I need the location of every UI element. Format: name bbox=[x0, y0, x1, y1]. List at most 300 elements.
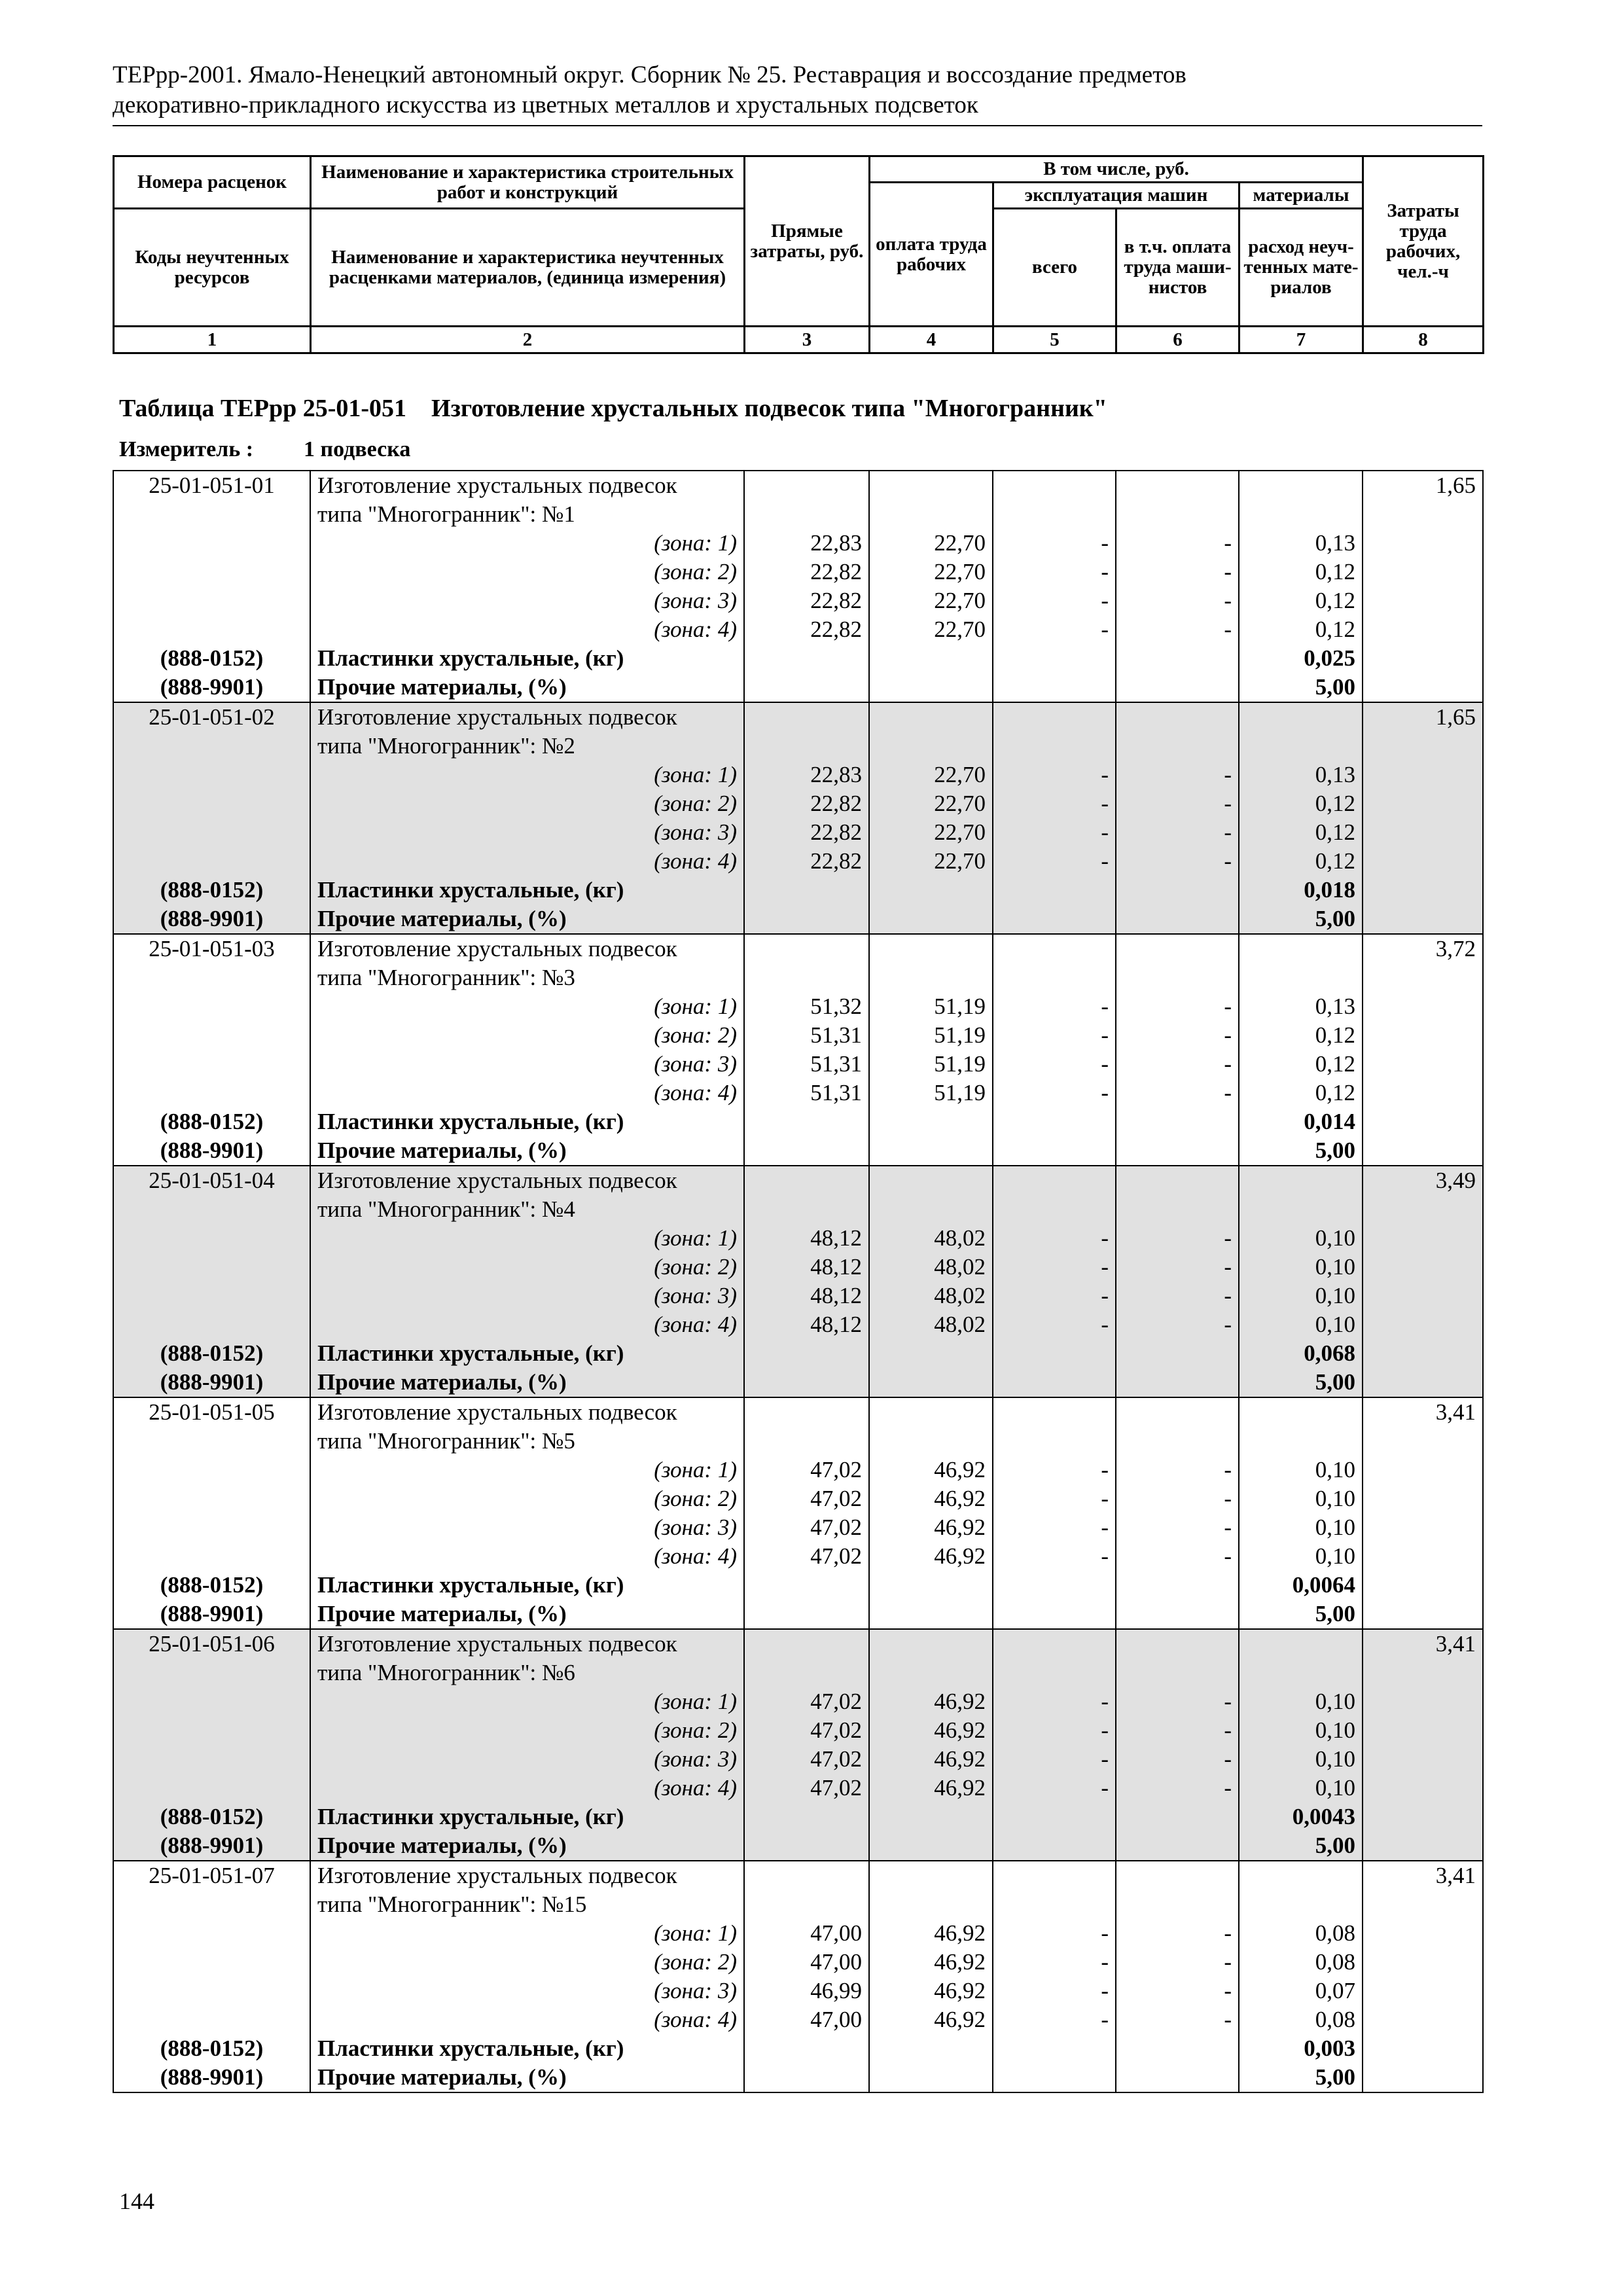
wage-cost: 48,02 bbox=[869, 1224, 993, 1253]
running-header bbox=[113, 60, 1480, 120]
empty-cell bbox=[1363, 847, 1483, 876]
rate-code: 25-01-051-03 bbox=[113, 934, 310, 963]
direct-cost: 47,00 bbox=[744, 1948, 869, 1977]
machines-cost: - bbox=[993, 615, 1116, 644]
empty-cell bbox=[1116, 1659, 1239, 1687]
machinist-wage: - bbox=[1116, 1745, 1239, 1774]
machines-cost: - bbox=[993, 1484, 1116, 1513]
zone-label: (зона: 1) bbox=[310, 529, 744, 558]
empty-cell bbox=[1363, 1803, 1483, 1831]
zone-label: (зона: 2) bbox=[310, 558, 744, 586]
wage-cost: 46,92 bbox=[869, 1687, 993, 1716]
table-row bbox=[113, 1107, 1483, 1136]
machinist-wage: - bbox=[1116, 992, 1239, 1021]
empty-cell bbox=[113, 1745, 310, 1774]
empty-cell bbox=[113, 500, 310, 529]
materials-cost: 0,10 bbox=[1239, 1456, 1363, 1484]
empty-cell bbox=[869, 1136, 993, 1166]
zone-label: (зона: 3) bbox=[310, 1050, 744, 1079]
empty-cell bbox=[1116, 1861, 1239, 1890]
empty-cell bbox=[1363, 1542, 1483, 1571]
materials-cost: 0,10 bbox=[1239, 1687, 1363, 1716]
col-number-3: 3 bbox=[745, 327, 870, 353]
empty-cell bbox=[993, 1831, 1116, 1861]
table-row bbox=[113, 1224, 1483, 1253]
col-number-7: 7 bbox=[1240, 327, 1363, 353]
resource-name: Прочие материалы, (%) bbox=[310, 905, 744, 934]
empty-cell bbox=[1363, 1107, 1483, 1136]
table-row bbox=[113, 1397, 1483, 1427]
table-row bbox=[113, 1977, 1483, 2005]
direct-cost: 48,12 bbox=[744, 1224, 869, 1253]
empty-cell bbox=[1363, 500, 1483, 529]
empty-cell bbox=[993, 1659, 1116, 1687]
empty-cell bbox=[993, 1107, 1116, 1136]
empty-cell bbox=[1363, 1600, 1483, 1629]
rate-name-line-2: типа "Многогранник": №15 bbox=[310, 1890, 744, 1919]
wage-cost: 46,92 bbox=[869, 1513, 993, 1542]
running-header-line-1: ТЕРрр-2001. Ямало-Ненецкий автономный округ. Сборник № 25. Реставрация и воссоздание предметов bbox=[113, 62, 1186, 88]
empty-cell bbox=[1239, 1195, 1363, 1224]
empty-cell bbox=[869, 500, 993, 529]
empty-cell bbox=[113, 992, 310, 1021]
empty-cell bbox=[1363, 992, 1483, 1021]
table-row bbox=[113, 1542, 1483, 1571]
empty-cell bbox=[869, 1571, 993, 1600]
col-number-8: 8 bbox=[1363, 327, 1484, 353]
column-header-table bbox=[113, 155, 1484, 354]
empty-cell bbox=[1116, 1600, 1239, 1629]
machines-cost: - bbox=[993, 1687, 1116, 1716]
col-number-2: 2 bbox=[311, 327, 745, 353]
table-row bbox=[113, 1861, 1483, 1890]
materials-cost: 0,13 bbox=[1239, 761, 1363, 789]
empty-cell bbox=[113, 1079, 310, 1107]
machines-cost: - bbox=[993, 1224, 1116, 1253]
table-row bbox=[113, 2034, 1483, 2063]
resource-amount: 0,003 bbox=[1239, 2034, 1363, 2063]
empty-cell bbox=[869, 1427, 993, 1456]
empty-cell bbox=[1116, 702, 1239, 732]
empty-cell bbox=[993, 471, 1116, 500]
empty-cell bbox=[744, 1339, 869, 1368]
rate-code: 25-01-051-06 bbox=[113, 1629, 310, 1659]
empty-cell bbox=[993, 1136, 1116, 1166]
empty-cell bbox=[113, 615, 310, 644]
materials-cost: 0,12 bbox=[1239, 789, 1363, 818]
table-row bbox=[113, 934, 1483, 963]
measure-label: Измеритель : bbox=[119, 437, 254, 461]
table-row bbox=[113, 761, 1483, 789]
empty-cell bbox=[1363, 586, 1483, 615]
empty-cell bbox=[869, 732, 993, 761]
materials-cost: 0,10 bbox=[1239, 1484, 1363, 1513]
machines-cost: - bbox=[993, 1021, 1116, 1050]
table-row bbox=[113, 500, 1483, 529]
table-row bbox=[113, 789, 1483, 818]
empty-cell bbox=[1239, 500, 1363, 529]
table-row bbox=[113, 1195, 1483, 1224]
machinist-wage: - bbox=[1116, 847, 1239, 876]
table-row bbox=[113, 673, 1483, 702]
wage-cost: 46,92 bbox=[869, 1542, 993, 1571]
wage-cost: 22,70 bbox=[869, 789, 993, 818]
empty-cell bbox=[993, 1629, 1116, 1659]
wage-cost: 22,70 bbox=[869, 529, 993, 558]
wage-cost: 51,19 bbox=[869, 992, 993, 1021]
machinist-wage: - bbox=[1116, 1456, 1239, 1484]
machines-cost: - bbox=[993, 1716, 1116, 1745]
table-row bbox=[113, 1687, 1483, 1716]
empty-cell bbox=[1363, 1977, 1483, 2005]
direct-cost: 51,31 bbox=[744, 1079, 869, 1107]
empty-cell bbox=[1363, 615, 1483, 644]
col2-bottom-header: Наименование и характеристика неучтенных расценками материалов, (единица измерения) bbox=[311, 209, 745, 327]
table-row bbox=[113, 1021, 1483, 1050]
direct-cost: 47,02 bbox=[744, 1745, 869, 1774]
empty-cell bbox=[1116, 1195, 1239, 1224]
zone-label: (зона: 1) bbox=[310, 761, 744, 789]
machines-cost: - bbox=[993, 1050, 1116, 1079]
empty-cell bbox=[869, 702, 993, 732]
empty-cell bbox=[744, 1368, 869, 1397]
measure-row bbox=[119, 437, 411, 462]
resource-code: (888-0152) bbox=[113, 644, 310, 673]
wage-cost: 51,19 bbox=[869, 1021, 993, 1050]
empty-cell bbox=[1363, 529, 1483, 558]
empty-cell bbox=[869, 1368, 993, 1397]
resource-name: Прочие материалы, (%) bbox=[310, 1600, 744, 1629]
labor-cost: 3,41 bbox=[1363, 1861, 1483, 1890]
empty-cell bbox=[1116, 1427, 1239, 1456]
resource-amount: 0,018 bbox=[1239, 876, 1363, 905]
machinist-wage: - bbox=[1116, 1948, 1239, 1977]
machines-cost: - bbox=[993, 1542, 1116, 1571]
machines-cost: - bbox=[993, 1745, 1116, 1774]
empty-cell bbox=[113, 1310, 310, 1339]
empty-cell bbox=[1239, 1166, 1363, 1195]
measure-unit: 1 подвеска bbox=[304, 437, 411, 461]
resource-amount: 0,0064 bbox=[1239, 1571, 1363, 1600]
materials-cost: 0,08 bbox=[1239, 1948, 1363, 1977]
col-number-5: 5 bbox=[993, 327, 1116, 353]
labor-cost: 3,72 bbox=[1363, 934, 1483, 963]
empty-cell bbox=[744, 702, 869, 732]
empty-cell bbox=[1363, 963, 1483, 992]
empty-cell bbox=[113, 1659, 310, 1687]
empty-cell bbox=[993, 1571, 1116, 1600]
rates-body bbox=[113, 471, 1483, 2092]
empty-cell bbox=[1116, 471, 1239, 500]
table-row bbox=[113, 905, 1483, 934]
empty-cell bbox=[869, 2034, 993, 2063]
zone-label: (зона: 1) bbox=[310, 992, 744, 1021]
rate-name-line-1: Изготовление хрустальных подвесок bbox=[310, 1861, 744, 1890]
resource-code: (888-9901) bbox=[113, 1368, 310, 1397]
resource-code: (888-0152) bbox=[113, 2034, 310, 2063]
wage-cost: 48,02 bbox=[869, 1282, 993, 1310]
empty-cell bbox=[744, 905, 869, 934]
empty-cell bbox=[869, 1339, 993, 1368]
table-row bbox=[113, 1659, 1483, 1687]
direct-cost: 22,82 bbox=[744, 847, 869, 876]
empty-cell bbox=[869, 1890, 993, 1919]
machines-cost: - bbox=[993, 992, 1116, 1021]
resource-name: Прочие материалы, (%) bbox=[310, 1136, 744, 1166]
rate-name-line-2: типа "Многогранник": №3 bbox=[310, 963, 744, 992]
resource-amount: 5,00 bbox=[1239, 1368, 1363, 1397]
empty-cell bbox=[744, 673, 869, 702]
direct-cost: 51,31 bbox=[744, 1050, 869, 1079]
materials-cost: 0,10 bbox=[1239, 1745, 1363, 1774]
empty-cell bbox=[113, 1050, 310, 1079]
empty-cell bbox=[869, 1629, 993, 1659]
empty-cell bbox=[744, 1831, 869, 1861]
table-row bbox=[113, 586, 1483, 615]
rate-code: 25-01-051-01 bbox=[113, 471, 310, 500]
empty-cell bbox=[1116, 905, 1239, 934]
rate-code: 25-01-051-05 bbox=[113, 1397, 310, 1427]
empty-cell bbox=[1363, 1890, 1483, 1919]
empty-cell bbox=[869, 1397, 993, 1427]
direct-cost: 48,12 bbox=[744, 1282, 869, 1310]
empty-cell bbox=[113, 1513, 310, 1542]
empty-cell bbox=[1116, 644, 1239, 673]
empty-cell bbox=[113, 1427, 310, 1456]
machines-cost: - bbox=[993, 761, 1116, 789]
machinist-wage: - bbox=[1116, 1919, 1239, 1948]
empty-cell bbox=[1363, 1195, 1483, 1224]
table-title: Таблица ТЕРрр 25-01-051 Изготовление хрустальных подвесок типа "Многогранник" bbox=[119, 395, 1107, 422]
materials-cost: 0,10 bbox=[1239, 1542, 1363, 1571]
empty-cell bbox=[1116, 500, 1239, 529]
labor-cost: 3,41 bbox=[1363, 1397, 1483, 1427]
machines-cost: - bbox=[993, 558, 1116, 586]
materials-cost: 0,13 bbox=[1239, 992, 1363, 1021]
empty-cell bbox=[1363, 818, 1483, 847]
rate-name-line-2: типа "Многогранник": №2 bbox=[310, 732, 744, 761]
empty-cell bbox=[1363, 2034, 1483, 2063]
col2-top-header: Наименование и характеристика строительных работ и конструкций bbox=[311, 156, 745, 209]
empty-cell bbox=[1239, 934, 1363, 963]
empty-cell bbox=[113, 761, 310, 789]
table-row bbox=[113, 1050, 1483, 1079]
empty-cell bbox=[744, 1107, 869, 1136]
resource-name: Прочие материалы, (%) bbox=[310, 1831, 744, 1861]
col-number-4: 4 bbox=[870, 327, 993, 353]
direct-cost: 22,82 bbox=[744, 818, 869, 847]
wage-cost: 46,92 bbox=[869, 1977, 993, 2005]
empty-cell bbox=[1363, 2063, 1483, 2092]
empty-cell bbox=[1363, 761, 1483, 789]
empty-cell bbox=[113, 1716, 310, 1745]
empty-cell bbox=[1116, 732, 1239, 761]
table-row bbox=[113, 2005, 1483, 2034]
materials-cost: 0,13 bbox=[1239, 529, 1363, 558]
empty-cell bbox=[1116, 876, 1239, 905]
machinist-wage: - bbox=[1116, 586, 1239, 615]
direct-cost: 47,02 bbox=[744, 1456, 869, 1484]
table-row bbox=[113, 1427, 1483, 1456]
machines-cost: - bbox=[993, 1513, 1116, 1542]
table-row bbox=[113, 1282, 1483, 1310]
table-row bbox=[113, 1745, 1483, 1774]
direct-cost: 46,99 bbox=[744, 1977, 869, 2005]
machinist-wage: - bbox=[1116, 1282, 1239, 1310]
machinist-wage: - bbox=[1116, 615, 1239, 644]
materials-cost: 0,10 bbox=[1239, 1774, 1363, 1803]
empty-cell bbox=[1239, 1629, 1363, 1659]
empty-cell bbox=[993, 934, 1116, 963]
wage-cost: 46,92 bbox=[869, 1716, 993, 1745]
empty-cell bbox=[993, 1427, 1116, 1456]
table-row bbox=[113, 644, 1483, 673]
materials-cost: 0,07 bbox=[1239, 1977, 1363, 2005]
rate-name-line-2: типа "Многогранник": №1 bbox=[310, 500, 744, 529]
empty-cell bbox=[113, 1774, 310, 1803]
direct-cost: 47,02 bbox=[744, 1687, 869, 1716]
empty-cell bbox=[113, 529, 310, 558]
materials-cost: 0,10 bbox=[1239, 1716, 1363, 1745]
materials-cost: 0,12 bbox=[1239, 1021, 1363, 1050]
empty-cell bbox=[1363, 1831, 1483, 1861]
machinist-wage: - bbox=[1116, 2005, 1239, 2034]
zone-label: (зона: 2) bbox=[310, 1253, 744, 1282]
empty-cell bbox=[744, 1397, 869, 1427]
empty-cell bbox=[869, 644, 993, 673]
machines-cost: - bbox=[993, 1282, 1116, 1310]
direct-cost: 22,82 bbox=[744, 789, 869, 818]
empty-cell bbox=[993, 1861, 1116, 1890]
empty-cell bbox=[1116, 1166, 1239, 1195]
col4-header: оплата труда рабочих bbox=[870, 183, 993, 327]
machines-cost: - bbox=[993, 1310, 1116, 1339]
zone-label: (зона: 2) bbox=[310, 1021, 744, 1050]
machinist-wage: - bbox=[1116, 818, 1239, 847]
empty-cell bbox=[993, 732, 1116, 761]
zone-label: (зона: 4) bbox=[310, 1542, 744, 1571]
empty-cell bbox=[744, 732, 869, 761]
machines-cost: - bbox=[993, 586, 1116, 615]
empty-cell bbox=[869, 905, 993, 934]
empty-cell bbox=[993, 1339, 1116, 1368]
rate-code: 25-01-051-02 bbox=[113, 702, 310, 732]
empty-cell bbox=[744, 1803, 869, 1831]
table-row bbox=[113, 702, 1483, 732]
resource-amount: 0,014 bbox=[1239, 1107, 1363, 1136]
empty-cell bbox=[1116, 1368, 1239, 1397]
empty-cell bbox=[1363, 2005, 1483, 2034]
table-row bbox=[113, 1831, 1483, 1861]
empty-cell bbox=[869, 1803, 993, 1831]
empty-cell bbox=[113, 1687, 310, 1716]
empty-cell bbox=[1363, 1919, 1483, 1948]
empty-cell bbox=[744, 1861, 869, 1890]
empty-cell bbox=[744, 1136, 869, 1166]
machinist-wage: - bbox=[1116, 1079, 1239, 1107]
wage-cost: 22,70 bbox=[869, 615, 993, 644]
empty-cell bbox=[869, 1107, 993, 1136]
empty-cell bbox=[744, 644, 869, 673]
table-row bbox=[113, 1484, 1483, 1513]
empty-cell bbox=[1363, 789, 1483, 818]
empty-cell bbox=[1363, 1484, 1483, 1513]
empty-cell bbox=[1116, 2034, 1239, 2063]
empty-cell bbox=[113, 1224, 310, 1253]
empty-cell bbox=[744, 500, 869, 529]
wage-cost: 46,92 bbox=[869, 2005, 993, 2034]
labor-cost: 3,41 bbox=[1363, 1629, 1483, 1659]
empty-cell bbox=[1363, 1687, 1483, 1716]
empty-cell bbox=[744, 1427, 869, 1456]
empty-cell bbox=[869, 876, 993, 905]
empty-cell bbox=[1116, 1136, 1239, 1166]
materials-cost: 0,10 bbox=[1239, 1253, 1363, 1282]
direct-cost: 47,02 bbox=[744, 1774, 869, 1803]
col3-header: Прямые затраты, руб. bbox=[745, 156, 870, 327]
empty-cell bbox=[1116, 2063, 1239, 2092]
col6-header: в т.ч. оплата труда маши-нистов bbox=[1116, 209, 1240, 327]
table-row bbox=[113, 1136, 1483, 1166]
machinist-wage: - bbox=[1116, 529, 1239, 558]
empty-cell bbox=[1239, 1890, 1363, 1919]
resource-amount: 5,00 bbox=[1239, 2063, 1363, 2092]
empty-cell bbox=[1363, 1745, 1483, 1774]
col-number-1: 1 bbox=[114, 327, 311, 353]
empty-cell bbox=[1363, 1948, 1483, 1977]
empty-cell bbox=[1116, 673, 1239, 702]
machinist-wage: - bbox=[1116, 1542, 1239, 1571]
machinist-wage: - bbox=[1116, 1687, 1239, 1716]
resource-amount: 5,00 bbox=[1239, 1831, 1363, 1861]
materials-cost: 0,12 bbox=[1239, 847, 1363, 876]
labor-cost: 1,65 bbox=[1363, 702, 1483, 732]
materials-cost: 0,12 bbox=[1239, 1050, 1363, 1079]
empty-cell bbox=[869, 1861, 993, 1890]
col-number-6: 6 bbox=[1116, 327, 1240, 353]
table-row bbox=[113, 1368, 1483, 1397]
empty-cell bbox=[869, 1600, 993, 1629]
resource-name: Пластинки хрустальные, (кг) bbox=[310, 1107, 744, 1136]
empty-cell bbox=[1239, 732, 1363, 761]
table-row bbox=[113, 1166, 1483, 1195]
zone-label: (зона: 2) bbox=[310, 1484, 744, 1513]
direct-cost: 48,12 bbox=[744, 1310, 869, 1339]
resource-amount: 5,00 bbox=[1239, 905, 1363, 934]
col7-header: расход неуч-тенных мате-риалов bbox=[1240, 209, 1363, 327]
empty-cell bbox=[1116, 1107, 1239, 1136]
wage-cost: 46,92 bbox=[869, 1484, 993, 1513]
empty-cell bbox=[869, 2063, 993, 2092]
rate-name-line-2: типа "Многогранник": №4 bbox=[310, 1195, 744, 1224]
empty-cell bbox=[1363, 673, 1483, 702]
zone-label: (зона: 2) bbox=[310, 1716, 744, 1745]
table-row bbox=[113, 1571, 1483, 1600]
empty-cell bbox=[1363, 1224, 1483, 1253]
empty-cell bbox=[113, 1253, 310, 1282]
empty-cell bbox=[993, 2063, 1116, 2092]
resource-code: (888-9901) bbox=[113, 673, 310, 702]
rate-name-line-1: Изготовление хрустальных подвесок bbox=[310, 1397, 744, 1427]
empty-cell bbox=[993, 2034, 1116, 2063]
direct-cost: 22,83 bbox=[744, 761, 869, 789]
empty-cell bbox=[113, 818, 310, 847]
wage-cost: 51,19 bbox=[869, 1079, 993, 1107]
empty-cell bbox=[869, 673, 993, 702]
wage-cost: 22,70 bbox=[869, 818, 993, 847]
rates-table bbox=[113, 470, 1484, 2093]
zone-label: (зона: 3) bbox=[310, 1745, 744, 1774]
